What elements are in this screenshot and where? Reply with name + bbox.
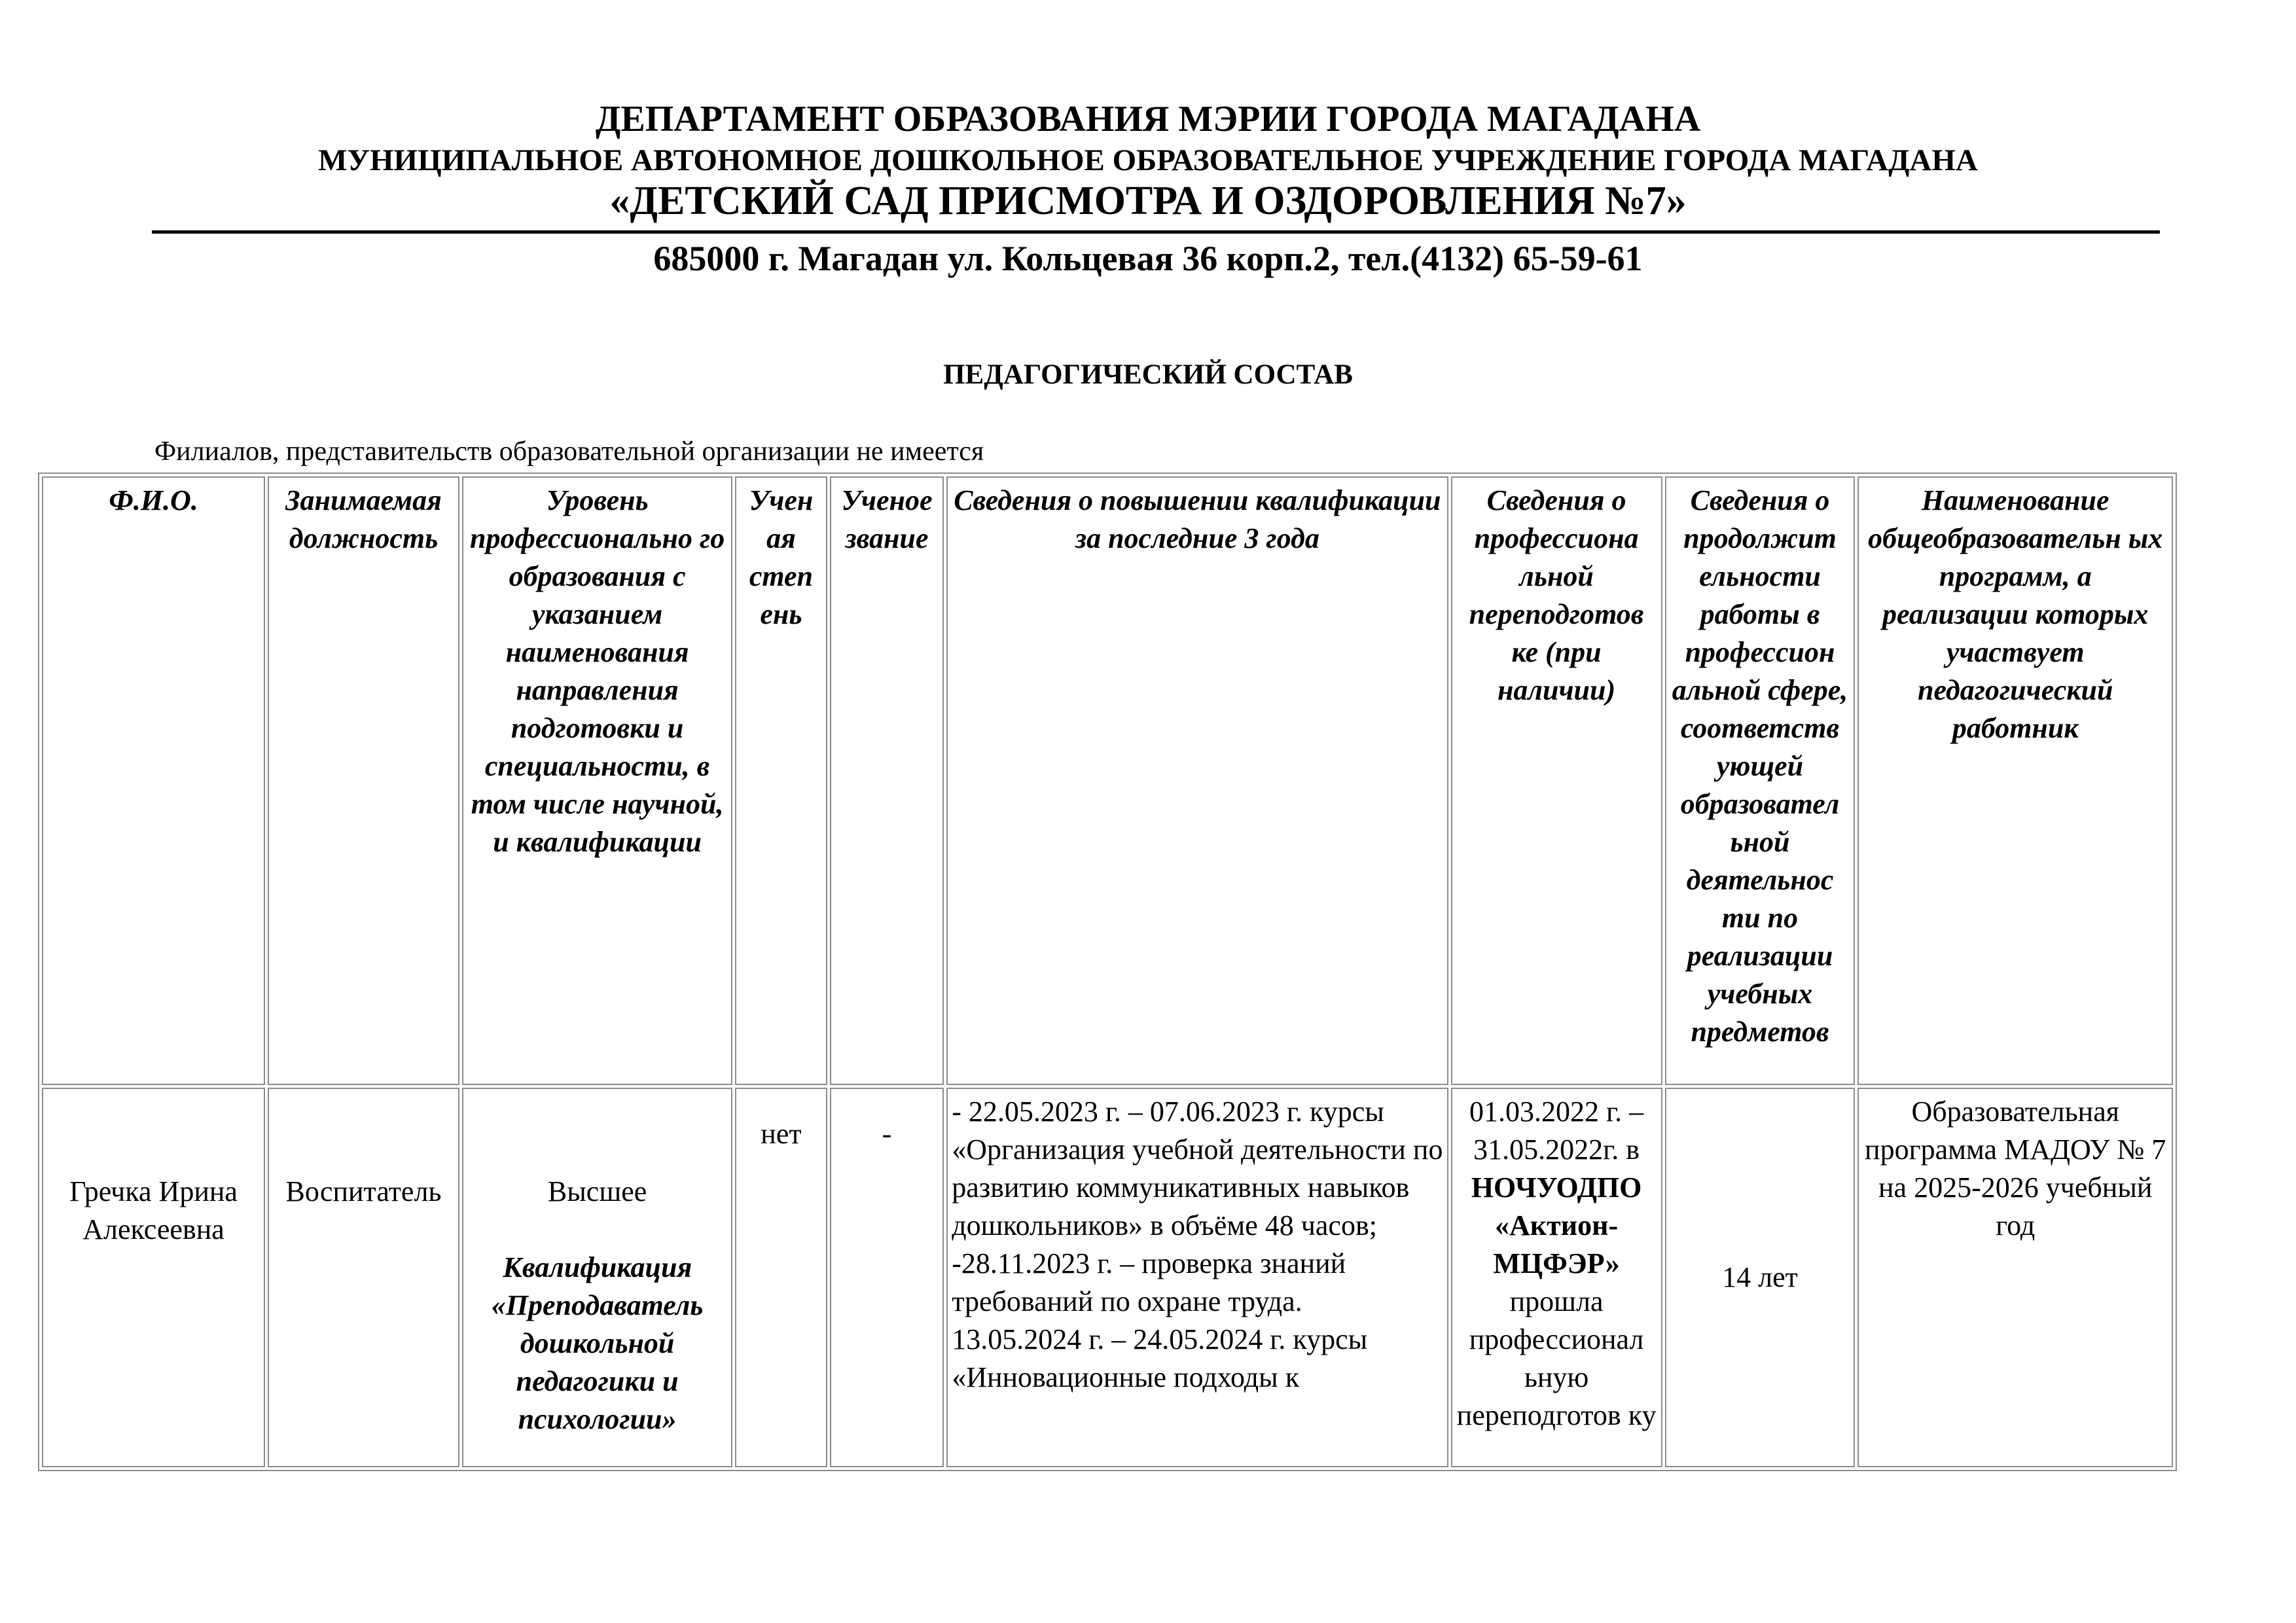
- header-divider: [152, 230, 2160, 234]
- cell-rank: -: [830, 1088, 944, 1467]
- department-heading: ДЕПАРТАМЕНТ ОБРАЗОВАНИЯ МЭРИИ ГОРОДА МАГАДАНА: [595, 99, 1701, 139]
- header-rank: Ученое звание: [830, 476, 944, 1085]
- qualification-line: -28.11.2023 г. – проверка знаний требований по охране труда.: [952, 1247, 1346, 1317]
- branches-note: Филиалов, представительств образовательной организации не имеется: [154, 437, 984, 467]
- cell-retraining: [1451, 1088, 1662, 1467]
- cell-education: [462, 1088, 732, 1467]
- cell-fio: Гречка Ирина Алексеевна: [42, 1088, 265, 1467]
- header-position: Занимаемая должность: [268, 476, 459, 1085]
- table-header-row: [42, 476, 2173, 1085]
- cell-programs: Образовательная программа МАДОУ № 7 на 2025-2026 учебный год: [1857, 1088, 2173, 1467]
- header-degree: Учен ая степ ень: [735, 476, 827, 1085]
- cell-degree: нет: [735, 1088, 827, 1467]
- cell-experience: 14 лет: [1665, 1088, 1856, 1467]
- table-row: [42, 1088, 2173, 1467]
- cell-position: Воспитатель: [268, 1088, 459, 1467]
- qualification-line: 13.05.2024 г. – 24.05.2024 г. курсы «Инновационные подходы к: [952, 1323, 1368, 1393]
- education-qualification: Квалификация «Преподаватель дошкольной педагогики и психологии»: [491, 1251, 704, 1435]
- header-qualification: Сведения о повышении квалификации за последние 3 года: [946, 476, 1448, 1085]
- header-experience: Сведения о продолжит ельности работы в профессион альной сфере, соответств ующей образовател ьной деятельнос ти по реализации учебных предметов: [1665, 476, 1856, 1085]
- header-retraining: Сведения о профессиона льной переподготов ке (при наличии): [1451, 476, 1662, 1085]
- education-level: Высшее: [547, 1175, 647, 1207]
- retraining-dates: 01.03.2022 г. – 31.05.2022г. в: [1469, 1096, 1644, 1166]
- header-fio: Ф.И.О.: [42, 476, 265, 1085]
- page-title: ПЕДАГОГИЧЕСКИЙ СОСТАВ: [943, 359, 1353, 390]
- cell-qualification: [946, 1088, 1448, 1467]
- organization-heading: МУНИЦИПАЛЬНОЕ АВТОНОМНОЕ ДОШКОЛЬНОЕ ОБРАЗОВАТЕЛЬНОЕ УЧРЕЖДЕНИЕ ГОРОДА МАГАДАНА: [318, 143, 1978, 177]
- retraining-tail: прошла профессионал ьную переподготов ку: [1456, 1285, 1657, 1431]
- qualification-line: - 22.05.2023 г. – 07.06.2023 г. курсы: [952, 1096, 1384, 1128]
- staff-table: [38, 473, 2177, 1471]
- address-line: 685000 г. Магадан ул. Кольцевая 36 корп.2, тел.(4132) 65-59-61: [653, 239, 1643, 278]
- retraining-org: НОЧУОДПО «Актион-МЦФЭР»: [1471, 1171, 1642, 1279]
- header-education: Уровень профессионально го образования с указанием наименования направления подготовки и специальности, в том числе научной, и квалификации: [462, 476, 732, 1085]
- header-programs: Наименование общеобразовательн ых программ, а реализации которых участвует педагогический работник: [1857, 476, 2173, 1085]
- institution-name: «ДЕТСКИЙ САД ПРИСМОТРА И ОЗДОРОВЛЕНИЯ №7»: [609, 179, 1687, 223]
- qualification-line: «Организация учебной деятельности по развитию коммуникативных навыков дошкольников» в объёме 48 часов;: [952, 1133, 1443, 1241]
